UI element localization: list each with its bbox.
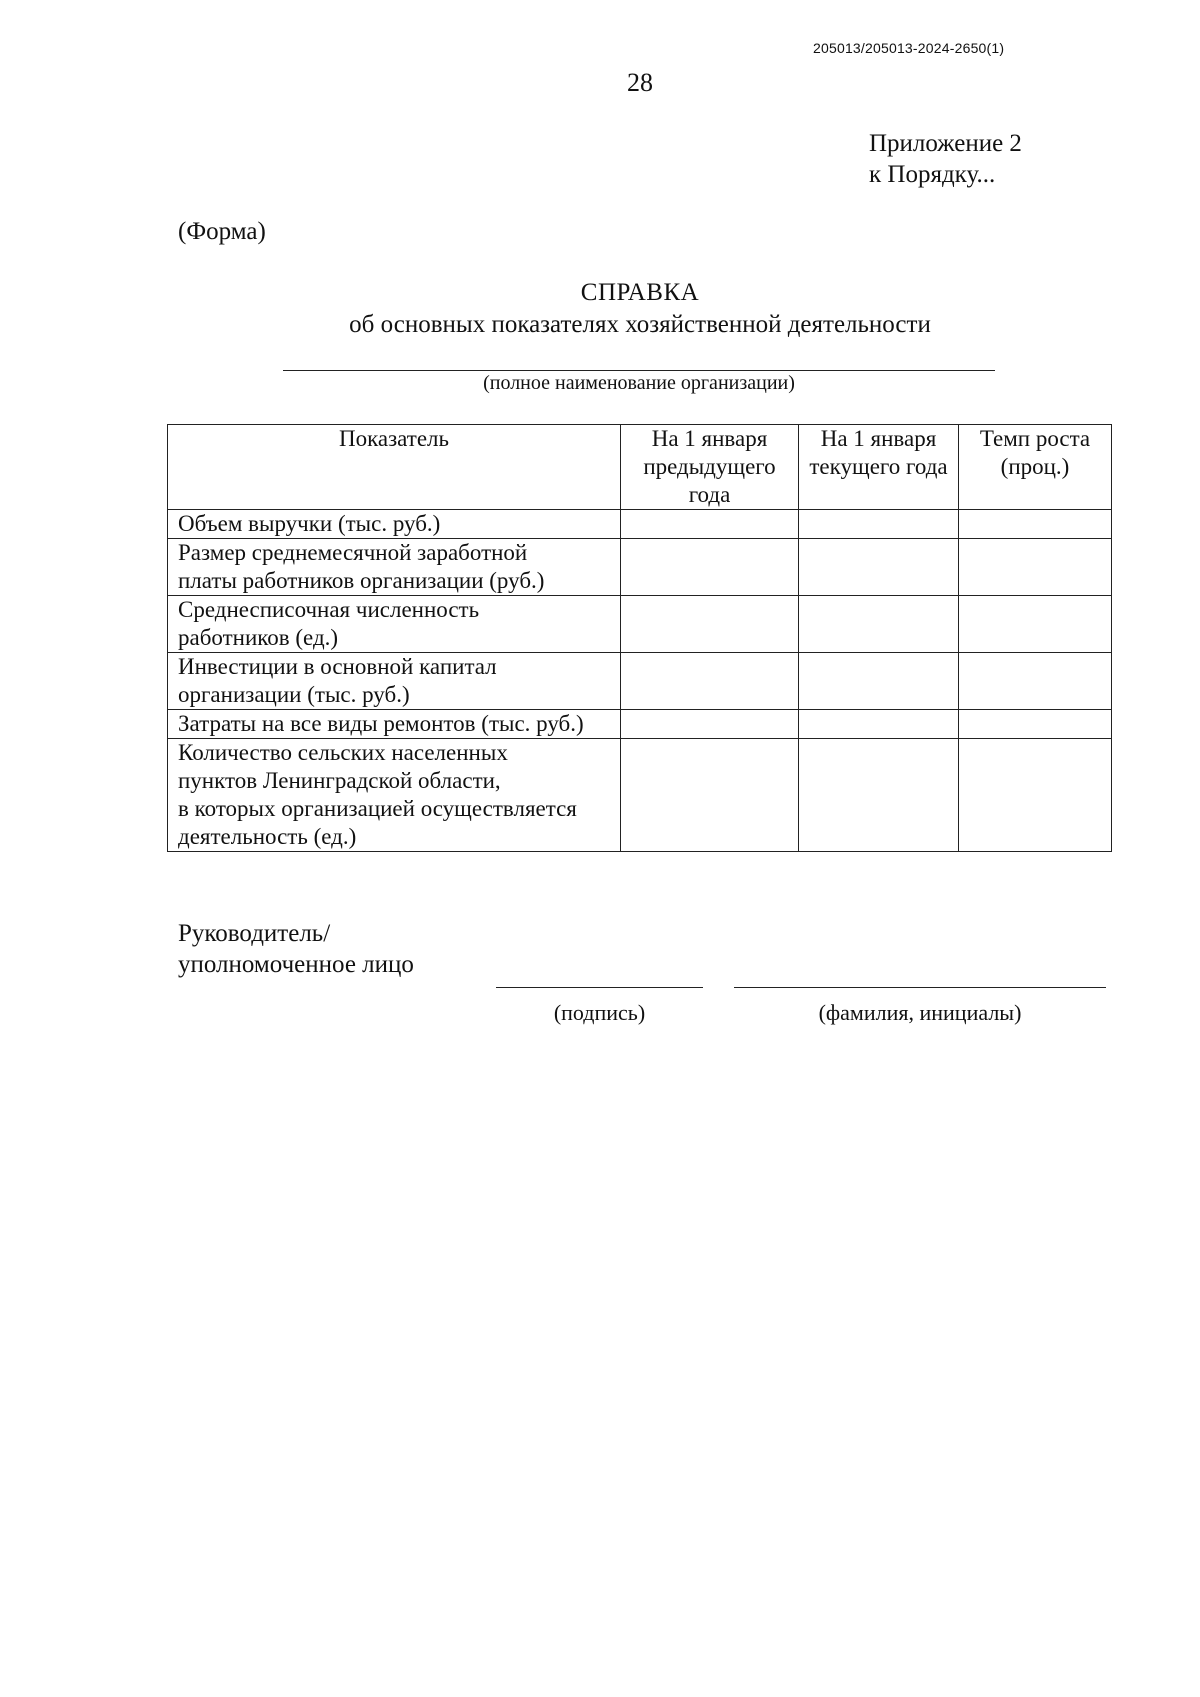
table-row: [168, 710, 1112, 739]
appendix-line-1: Приложение 2: [869, 130, 1022, 157]
signature-line: [496, 987, 703, 988]
growth-rate-value: [959, 539, 1112, 596]
appendix-line-2: к Порядку...: [869, 161, 996, 188]
current-year-value: [799, 510, 959, 539]
table-row: [168, 596, 1112, 653]
document-code: 205013/205013-2024-2650(1): [813, 40, 1005, 56]
header-current-year: На 1 января текущего года: [799, 425, 959, 510]
current-year-value: [799, 739, 959, 852]
organization-name-caption: (полное наименование организации): [483, 372, 795, 394]
growth-rate-value: [959, 653, 1112, 710]
form-label: (Форма): [178, 218, 266, 245]
prev-year-value: [621, 739, 799, 852]
indicator-name: Среднесписочная численность работников (ед.): [168, 596, 621, 653]
document-title: СПРАВКА: [580, 279, 700, 306]
indicator-name: Количество сельских населенных пунктов Ленинградской области, в которых организацией осуществляется деятельность (ед.): [168, 739, 621, 852]
current-year-value: [799, 653, 959, 710]
current-year-value: [799, 710, 959, 739]
prev-year-value: [621, 596, 799, 653]
signatory-label-line-2: уполномоченное лицо: [178, 951, 414, 978]
indicator-name: Объем выручки (тыс. руб.): [168, 510, 621, 539]
current-year-value: [799, 596, 959, 653]
table-row: [168, 510, 1112, 539]
header-growth-rate: Темп роста (проц.): [959, 425, 1112, 510]
header-indicator: Показатель: [168, 425, 621, 510]
header-prev-year: На 1 января предыдущего года: [621, 425, 799, 510]
prev-year-value: [621, 653, 799, 710]
signatory-label: [178, 918, 414, 980]
signature-caption: (подпись): [553, 1000, 646, 1025]
appendix-note: [869, 128, 1022, 190]
growth-rate-value: [959, 710, 1112, 739]
table-header-row: [168, 425, 1112, 510]
prev-year-value: [621, 710, 799, 739]
indicator-name: Затраты на все виды ремонтов (тыс. руб.): [168, 710, 621, 739]
growth-rate-value: [959, 510, 1112, 539]
prev-year-value: [621, 539, 799, 596]
name-caption: (фамилия, инициалы): [818, 1000, 1022, 1025]
organization-name-line: [283, 370, 995, 371]
indicator-name: Инвестиции в основной капитал организации (тыс. руб.): [168, 653, 621, 710]
name-line: [734, 987, 1106, 988]
table-row: [168, 653, 1112, 710]
growth-rate-value: [959, 596, 1112, 653]
table-row: [168, 739, 1112, 852]
table-row: [168, 539, 1112, 596]
signatory-label-line-1: Руководитель/: [178, 920, 331, 947]
indicator-name: Размер среднемесячной заработной платы работников организации (руб.): [168, 539, 621, 596]
indicators-table: [167, 424, 1112, 852]
page-number: 28: [627, 68, 653, 97]
document-subtitle: об основных показателях хозяйственной деятельности: [349, 311, 931, 338]
current-year-value: [799, 539, 959, 596]
growth-rate-value: [959, 739, 1112, 852]
prev-year-value: [621, 510, 799, 539]
